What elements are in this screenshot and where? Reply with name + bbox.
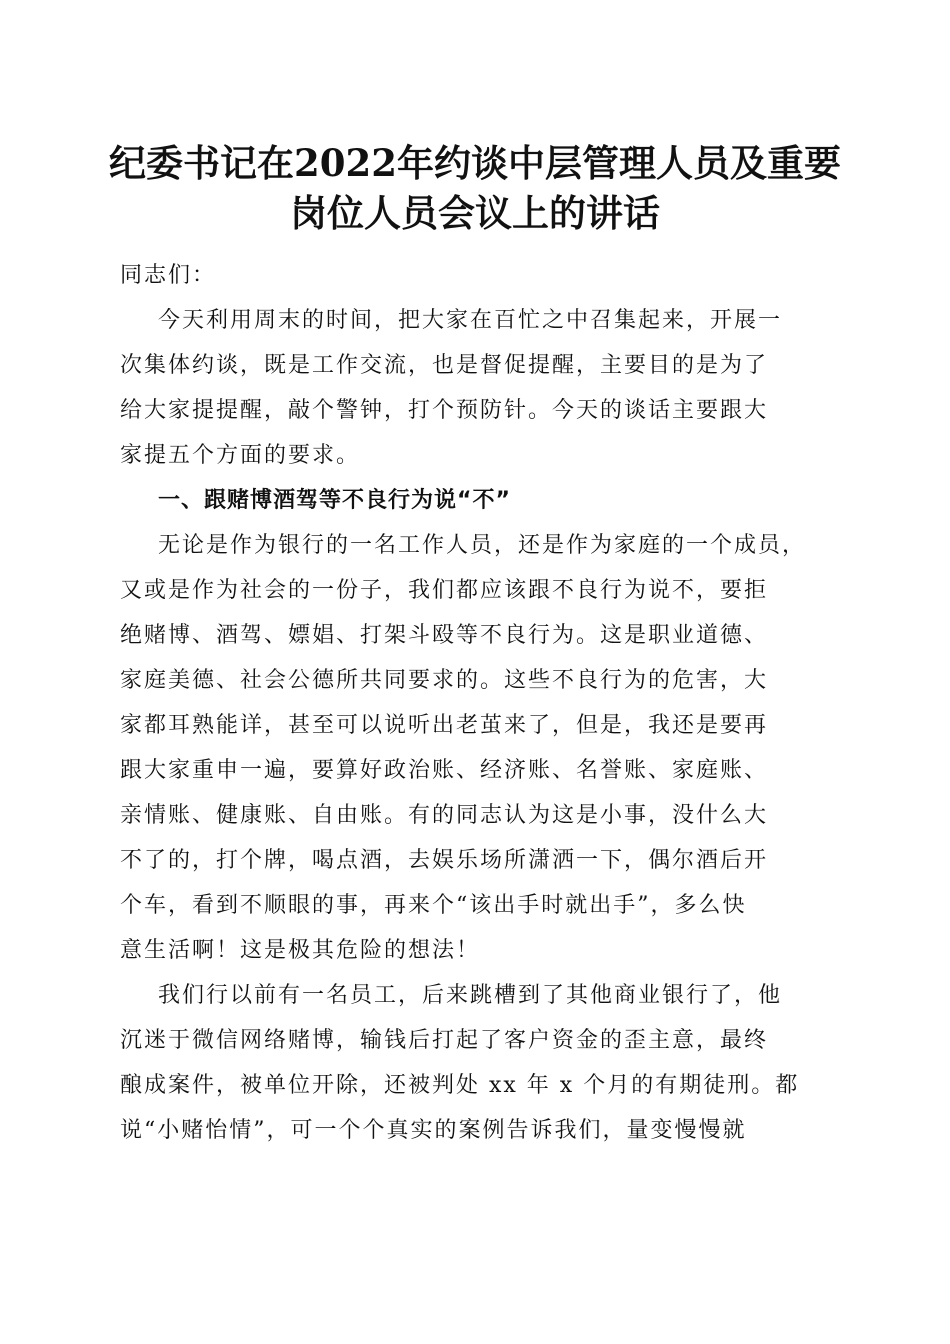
paragraph-line: 意生活啊！这是极其危险的想法！: [120, 938, 481, 963]
paragraph-line: 跟大家重申一遍，要算好政治账、经济账、名誉账、家庭账、: [120, 758, 769, 783]
paragraph-line: 无论是作为银行的一名工作人员，还是作为家庭的一个成员，: [158, 533, 807, 558]
salutation: 同志们：: [120, 263, 217, 288]
document-body: [120, 253, 825, 1153]
section-heading-1: 一、跟赌博酒驾等不良行为说“不”: [158, 488, 511, 513]
paragraph-line: 亲情账、健康账、自由账。有的同志认为这是小事，没什么大: [120, 803, 769, 828]
paragraph-line: 今天利用周末的时间，把大家在百忙之中召集起来，开展一: [158, 308, 783, 333]
paragraph-line: 不了的，打个牌，喝点酒，去娱乐场所潇洒一下，偶尔酒后开: [120, 848, 769, 873]
paragraph-line: 我们行以前有一名员工，后来跳槽到了其他商业银行了，他: [158, 983, 783, 1008]
paragraph-line: 家庭美德、社会公德所共同要求的。这些不良行为的危害，大: [120, 668, 769, 693]
paragraph-line: 绝赌博、酒驾、嫖娼、打架斗殴等不良行为。这是职业道德、: [120, 623, 769, 648]
paragraph-line: 给大家提提醒，敲个警钟，打个预防针。今天的谈话主要跟大: [120, 398, 769, 423]
paragraph-line: 个车，看到不顺眼的事，再来个“该出手时就出手”，多么快: [120, 893, 747, 918]
document-title: [100, 138, 850, 238]
title-line-2: 岗位人员会议上的讲话: [290, 191, 660, 235]
paragraph-3: [120, 973, 825, 1153]
paragraph-2: [120, 523, 825, 973]
paragraph-line: 又或是作为社会的一份子，我们都应该跟不良行为说不，要拒: [120, 578, 769, 603]
paragraph-line: 次集体约谈，既是工作交流，也是督促提醒，主要目的是为了: [120, 353, 769, 378]
paragraph-1: [120, 298, 825, 478]
paragraph-line: 沉迷于微信网络赌博，输钱后打起了客户资金的歪主意，最终: [120, 1028, 769, 1053]
paragraph-line: 说“小赌怡情”，可一个个真实的案例告诉我们，量变慢慢就: [120, 1118, 747, 1143]
paragraph-line: 家都耳熟能详，甚至可以说听出老茧来了，但是，我还是要再: [120, 713, 769, 738]
paragraph-line: 酿成案件，被单位开除，还被判处 xx 年 x 个月的有期徒刑。都: [120, 1073, 800, 1098]
paragraph-line: 家提五个方面的要求。: [120, 443, 361, 468]
title-line-1: 纪委书记在2022年约谈中层管理人员及重要: [109, 141, 841, 185]
